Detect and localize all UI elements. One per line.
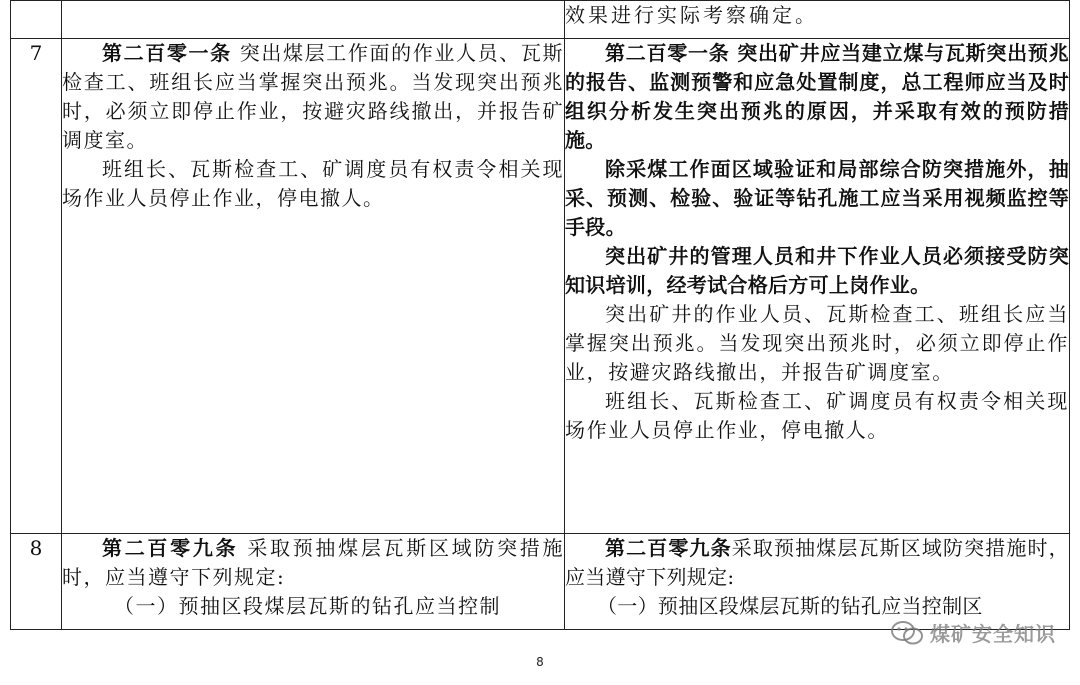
paragraph-text: 突出煤层工作面的作业人员、瓦斯检查工、班组长应当掌握突出预兆。当发现突出预兆时，必须立即停止作业，按避灾路线撤出，并报告矿调度室。 (62, 41, 565, 152)
paragraph: 突出矿井的管理人员和井下作业人员必须接受防突知识培训，经考试合格后方可上岗作业。 (565, 244, 1069, 297)
wechat-icon (890, 620, 924, 646)
paragraph: （一）预抽区段煤层瓦斯的钻孔应当控制 (114, 594, 501, 618)
table-row (11, 534, 1070, 630)
paragraph (62, 534, 564, 592)
article-heading: 第二百零九条 (102, 536, 239, 560)
page-number: 8 (536, 655, 544, 669)
old-text-cell (62, 534, 565, 630)
row-number-cell: 7 (11, 39, 62, 534)
new-text-cell (565, 1, 1070, 39)
paragraph (565, 39, 1069, 155)
table-row (11, 1, 1070, 39)
comparison-table (10, 0, 1070, 630)
row-number-cell: 8 (11, 534, 62, 630)
paragraph: 突出矿井的作业人员、瓦斯检查工、班组长应当掌握突出预兆。当发现突出预兆时，必须立即停止作业，按避灾路线撤出，并报告矿调度室。 (565, 302, 1069, 384)
old-text-cell (62, 1, 565, 39)
paragraph: （一）预抽区段煤层瓦斯的钻孔应当控制区 (597, 594, 983, 618)
article-heading: 第二百零九条 (605, 536, 732, 560)
paragraph-text: 突出矿井应当建立煤与瓦斯突出预兆的报告、监测预警和应急处置制度，总工程师应当及时组织分析发生突出预兆的原因，并采取有效的预防措施。 (565, 41, 1069, 152)
paragraph-text: 采取预抽煤层瓦斯区域防突措施时，应当遵守下列规定: (565, 536, 1069, 589)
article-heading: 第二百零一条 (102, 41, 232, 65)
old-text-cell (62, 39, 565, 534)
paragraph: 班组长、瓦斯检查工、矿调度员有权责令相关现场作业人员停止作业，停电撤人。 (565, 389, 1069, 442)
paragraph: 除采煤工作面区域验证和局部综合防突措施外，抽采、预测、检验、验证等钻孔施工应当采用视频监控等手段。 (565, 157, 1069, 239)
watermark (890, 618, 1056, 647)
paragraph (62, 39, 564, 155)
paragraph: 班组长、瓦斯检查工、矿调度员有权责令相关现场作业人员停止作业，停电撤人。 (62, 157, 564, 210)
table-row (11, 39, 1070, 534)
paragraph: 效果进行实际考察确定。 (565, 3, 818, 27)
watermark-text: 煤矿安全知识 (930, 622, 1056, 646)
new-text-cell (565, 39, 1070, 534)
paragraph (565, 534, 1069, 592)
row-number-cell (11, 1, 62, 39)
paragraph-text: 采取预抽煤层瓦斯区域防突措施时，应当遵守下列规定: (62, 536, 565, 589)
article-heading: 第二百零一条 (605, 41, 730, 65)
new-text-cell (565, 534, 1070, 630)
